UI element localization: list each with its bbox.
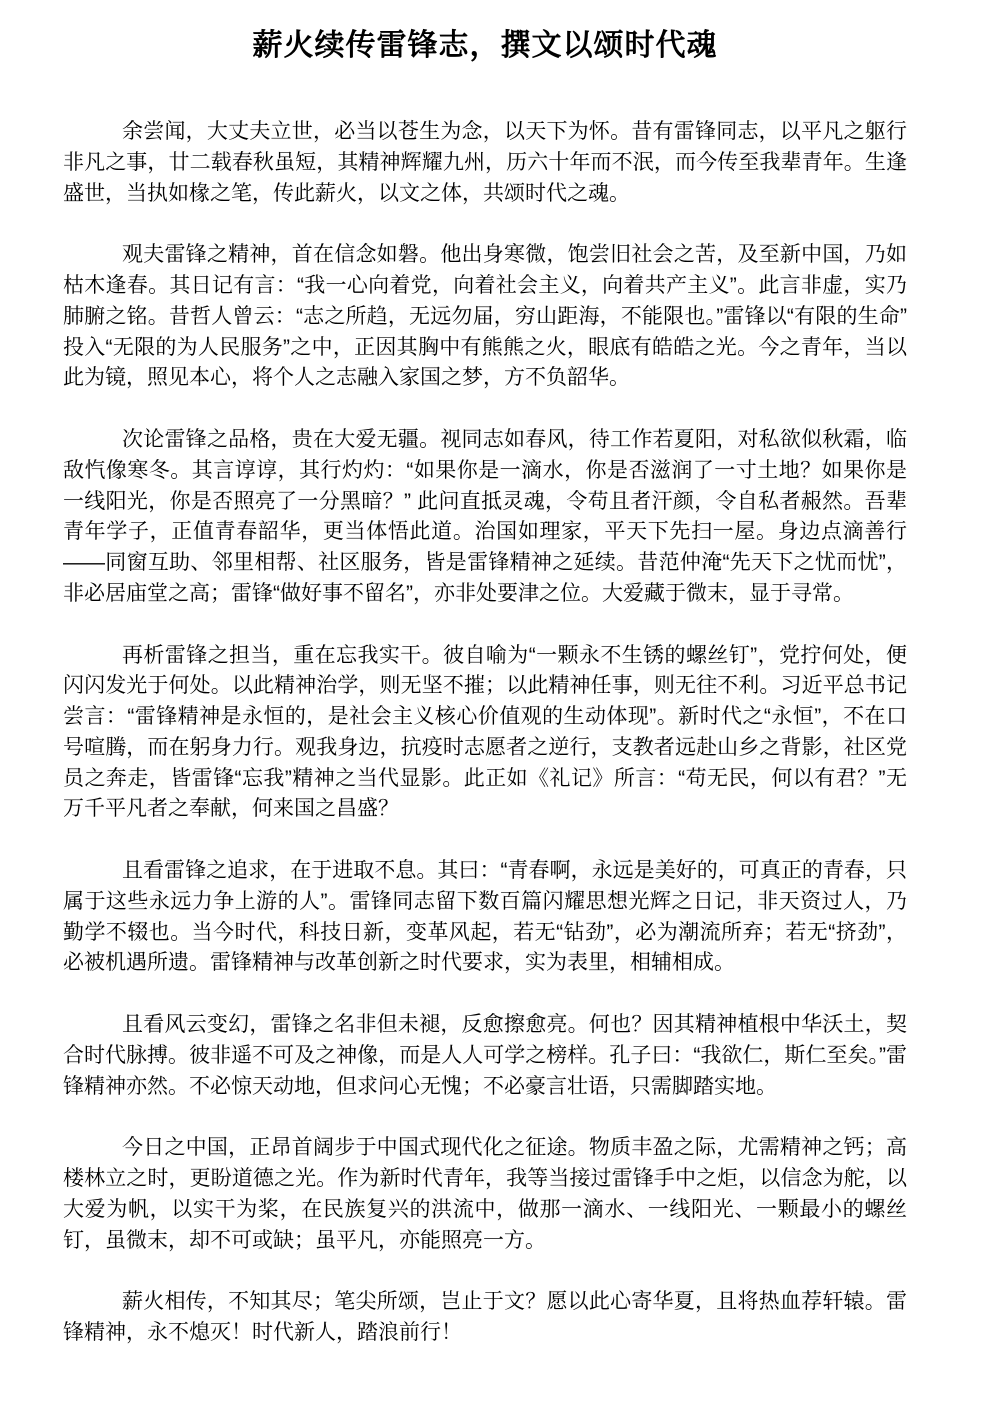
paragraph-7: 今日之中国，正昂首阔步于中国式现代化之征途。物质丰盈之际，尤需精神之钙；高楼林立之时，更盼道德之光。作为新时代青年，我等当接过雷锋手中之炬，以信念为舵，以大爱为帆，以实干为桨，在民族复兴的洪流中，做那一滴水、一线阳光、一颗最小的螺丝钉，虽微末，却不可或缺；虽平凡，亦能照亮一方。 [63, 1136, 907, 1252]
paragraph-6: 且看风云变幻，雷锋之名非但未褪，反愈擦愈亮。何也？因其精神植根中华沃土，契合时代脉搏。彼非遥不可及之神像，而是人人可学之榜样。孔子曰：“我欲仁，斯仁至矣。”雷锋精神亦然。不必惊天动地，但求问心无愧；不必豪言壮语，只需脚踏实地。 [63, 1013, 907, 1098]
paragraph-8: 薪火相传，不知其尽；笔尖所颂，岂止于文？愿以此心寄华夏，且将热血荐轩辕。雷锋精神，永不熄灭！时代新人，踏浪前行！ [63, 1290, 907, 1344]
paragraph-1: 余尝闻，大丈夫立世，必当以苍生为念，以天下为怀。昔有雷锋同志，以平凡之躯行非凡之事，廿二载春秋虽短，其精神辉耀九州，历六十年而不泯，而今传至我辈青年。生逢盛世，当执如椽之笔，传此薪火，以文之体，共颂时代之魂。 [63, 120, 907, 205]
paragraph-3: 次论雷锋之品格，贵在大爱无疆。视同志如春风，待工作若夏阳，对私欲似秋霜，临敌忾像寒冬。其言谆谆，其行灼灼：“如果你是一滴水，你是否滋润了一寸土地？如果你是一线阳光，你是否照亮了一分黑暗？” 此问直抵灵魂，令苟且者汗颜，令自私者赧然。吾辈青年学子，正值青春韶华，更当体悟此道。治国如理家，平天下先扫一屋。身边点滴善行——同窗互助、邻里相帮、社区服务，皆是雷锋精神之延续。昔范仲淹“先天下之忧而忧”，非必居庙堂之高；雷锋“做好事不留名”，亦非处要津之位。大爱藏于微末，显于寻常。 [63, 428, 907, 605]
document-title: 薪火续传雷锋志，撰文以颂时代魂 [252, 29, 718, 62]
paragraph-4: 再析雷锋之担当，重在忘我实干。彼自喻为“一颗永不生锈的螺丝钉”，党拧何处，便闪闪发光于何处。以此精神治学，则无坚不摧；以此精神任事，则无往不利。习近平总书记尝言：“雷锋精神是永恒的，是社会主义核心价值观的生动体现”。新时代之“永恒”，不在口号喧腾，而在躬身力行。观我身边，抗疫时志愿者之逆行，支教者远赴山乡之背影，社区党员之奔走，皆雷锋“忘我”精神之当代显影。此正如《礼记》所言：“苟无民，何以有君？”无万千平凡者之奉献，何来国之昌盛？ [63, 643, 907, 821]
paragraph-5: 且看雷锋之追求，在于进取不息。其曰：“青春啊，永远是美好的，可真正的青春，只属于这些永远力争上游的人”。雷锋同志留下数百篇闪耀思想光辉之日记，非天资过人，乃勤学不辍也。当今时代，科技日新，变革风起，若无“钻劲”，必为潮流所弃；若无“挤劲”，必被机遇所遗。雷锋精神与改革创新之时代要求，实为表里，相辅相成。 [63, 859, 907, 975]
paragraph-2: 观夫雷锋之精神，首在信念如磐。他出身寒微，饱尝旧社会之苦，及至新中国，乃如枯木逢春。其日记有言：“我一心向着党，向着社会主义，向着共产主义”。此言非虚，实乃肺腑之铭。昔哲人曾云：“志之所趋，无远勿届，穷山距海，不能限也。”雷锋以“有限的生命”投入“无限的为人民服务”之中，正因其胸中有熊熊之火，眼底有皓皓之光。今之青年，当以此为镜，照见本心，将个人之志融入家国之梦，方不负韶华。 [63, 243, 907, 390]
